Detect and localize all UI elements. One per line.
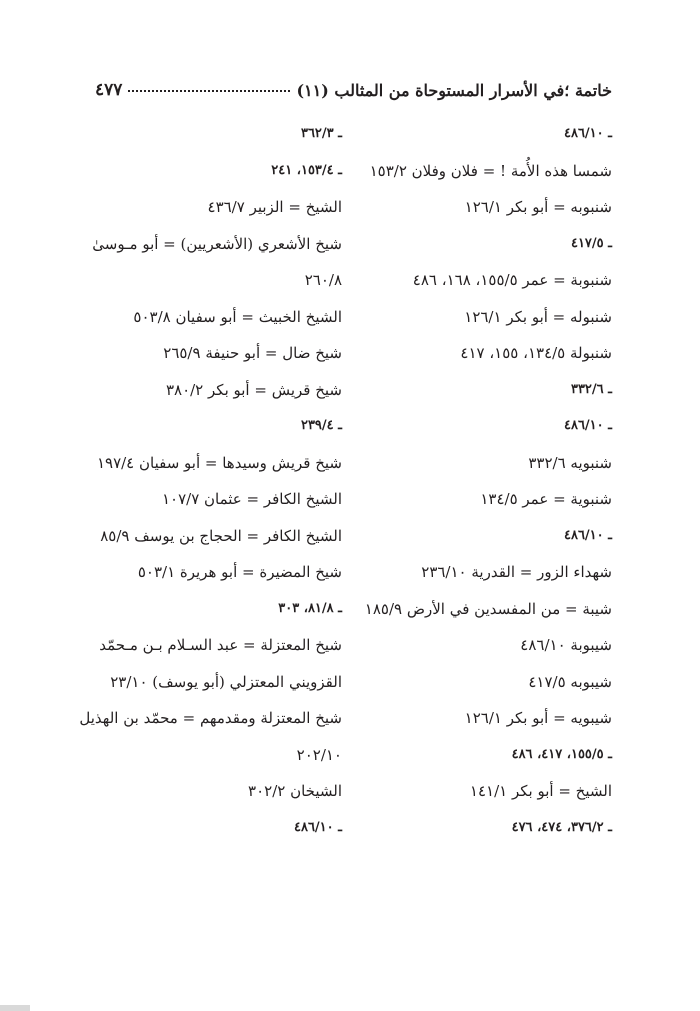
left-column-entry: الشيخان ٣٠٢/٢ xyxy=(248,782,342,800)
right-column-entry: ـ ٣٣٢/٦ xyxy=(570,381,612,397)
dot-leader xyxy=(128,90,290,92)
left-column-entry: ٢٦٠/٨ xyxy=(304,271,342,289)
left-column-entry: الشيخ الكافر = الحجاج بن يوسف ٨٥/٩ xyxy=(100,526,342,545)
right-column-entry: شنبوله = أبو بكر ١٢٦/١ xyxy=(464,307,612,326)
left-column-entry: ـ ٣٦٢/٣ xyxy=(300,126,342,141)
left-column-entry: ـ ٤٨٦/١٠ xyxy=(293,819,342,835)
left-column-entry: شيخ قريش = أبو بكر ٣٨٠/٢ xyxy=(165,380,342,399)
left-column-entry: ـ ٢٣٩/٤ xyxy=(300,418,342,433)
right-column-entry: شيبويه = أبو بكر ١٢٦/١ xyxy=(464,709,612,727)
right-column-entry: شنبوية = عمر ١٣٤/٥ xyxy=(480,490,612,508)
left-column-entry: الشيخ = الزبير ٤٣٦/٧ xyxy=(207,198,342,216)
right-column-entry: شيبة = من المفسدين في الأرض ١٨٥/٩ xyxy=(364,599,612,618)
page-number: ٤٧٧ xyxy=(95,80,123,100)
left-column-entry: ـ ١٥٣/٤، ٢٤١ xyxy=(271,162,342,178)
left-column-entry: ٢٠٢/١٠ xyxy=(296,745,342,764)
right-index-column xyxy=(342,122,612,852)
right-column-entry: شهداء الزور = القدرية ٢٣٦/١٠ xyxy=(421,563,612,581)
right-column-entry: شنبولة ١٣٤/٥، ١٥٥، ٤١٧ xyxy=(460,344,612,362)
left-column-entry: القزويني المعتزلي (أبو يوسف) ٢٣/١٠ xyxy=(110,672,342,691)
right-column-entry: شمسا هذه الأُمة ! = فلان وفلان ١٥٣/٢ xyxy=(369,161,612,180)
left-column-entry: شيخ قريش وسيدها = أبو سفيان ١٩٧/٤ xyxy=(96,453,342,472)
right-column-entry: ـ ٤٨٦/١٠ xyxy=(563,418,612,433)
right-column-entry: ـ ٤١٧/٥ xyxy=(570,235,612,251)
left-column-entry: شيخ المعتزلة ومقدمهم = محمّد بن الهذيل xyxy=(79,709,342,727)
scan-edge-mark xyxy=(0,1005,30,1011)
right-column-entry: شيبوبة ٤٨٦/١٠ xyxy=(520,636,612,654)
left-column-entry: شيخ المعتزلة = عبد السـلام بـن مـحمّد xyxy=(99,636,342,654)
left-column-entry: الشيخ الخبيث = أبو سفيان ٥٠٣/٨ xyxy=(133,307,342,326)
right-column-entry: ـ ١٥٥/٥، ٤١٧، ٤٨٦ xyxy=(511,746,612,762)
running-header xyxy=(95,70,612,100)
right-column-entry: شنبويه ٣٣٢/٦ xyxy=(528,453,612,472)
right-column-entry: ـ ٣٧٦/٢، ٤٧٤، ٤٧٦ xyxy=(511,819,612,835)
right-column-entry: شنبوبة = عمر ١٥٥/٥، ١٦٨، ٤٨٦ xyxy=(412,271,612,289)
right-column-entry: شنبوبه = أبو بكر ١٢٦/١ xyxy=(464,198,612,216)
left-column-entry: شيخ ضال = أبو حنيفة ٢٦٥/٩ xyxy=(163,344,342,362)
left-column-entry: شيخ الأشعري (الأشعريين) = أبو مـوسىٰ xyxy=(92,234,342,253)
left-column-entry: الشيخ الكافر = عثمان ١٠٧/٧ xyxy=(161,490,342,508)
right-column-entry: ـ ٤٨٦/١٠ xyxy=(563,527,612,543)
left-column-entry: شيخ المضيرة = أبو هريرة ٥٠٣/١ xyxy=(137,563,342,581)
left-index-column xyxy=(79,122,342,852)
right-column-entry: ـ ٤٨٦/١٠ xyxy=(563,126,612,141)
right-column-entry: شيبوبه ٤١٧/٥ xyxy=(528,672,612,691)
right-column-entry: الشيخ = أبو بكر ١٤١/١ xyxy=(469,782,612,800)
header-title: خاتمة ؛في الأسرار المستوحاة من المثالب (١١) xyxy=(296,81,612,100)
left-column-entry: ـ ٨١/٨، ٣٠٣ xyxy=(278,600,342,616)
